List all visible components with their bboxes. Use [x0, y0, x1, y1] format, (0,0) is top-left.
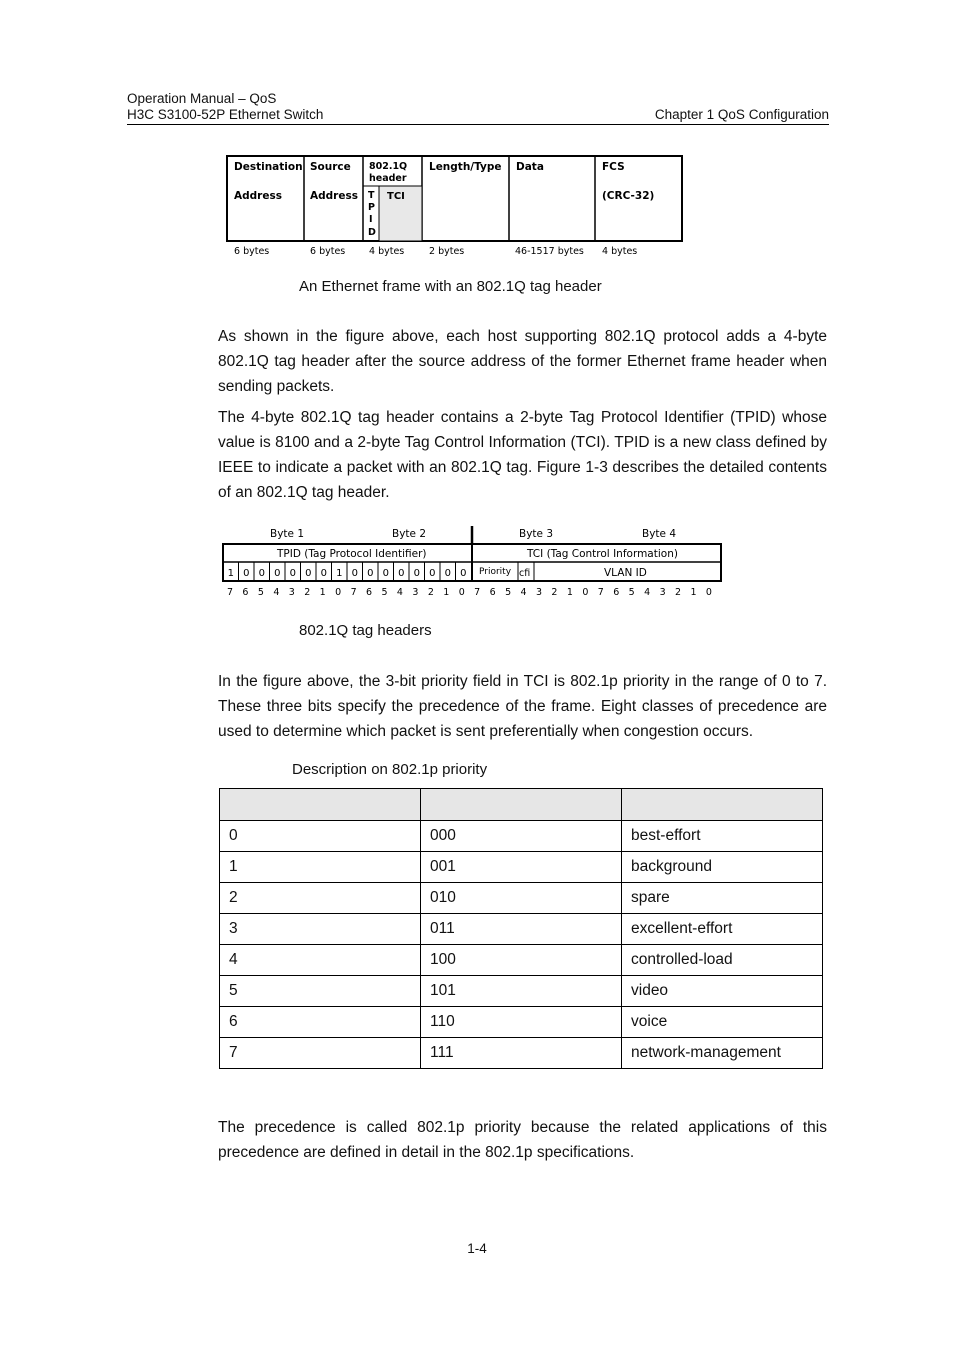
table-cell-binary: 010	[421, 883, 622, 914]
priority-table	[219, 788, 823, 1069]
figure1-caption: An Ethernet frame with an 802.1Q tag header	[299, 278, 602, 295]
table-body	[220, 821, 823, 1069]
vlan-id-label: VLAN ID	[604, 567, 647, 579]
priority-label: Priority	[479, 567, 512, 577]
tpid-label: TPID (Tag Protocol Identifier)	[277, 548, 427, 560]
table-cell-binary: 011	[421, 914, 622, 945]
tpid-bit-cells	[228, 562, 467, 581]
field-size: 4 bytes	[602, 246, 638, 257]
tci-label: TCI (Tag Control Information)	[527, 548, 678, 560]
bit-number: 2	[427, 587, 434, 598]
tpid-bit: 1	[336, 568, 343, 579]
header-manual-title	[127, 91, 323, 123]
table-cell-decimal: 4	[220, 945, 421, 976]
tpid-letter: P	[368, 202, 375, 213]
table-cell-decimal: 6	[220, 1007, 421, 1038]
header-chapter: Chapter 1 QoS Configuration	[654, 107, 829, 122]
field-destination-sub: Address	[234, 190, 282, 202]
bit-number: 5	[381, 587, 388, 598]
bit-number: 6	[366, 587, 373, 598]
tpid-bit: 0	[367, 568, 374, 579]
bit-number: 0	[458, 587, 465, 598]
figure2-caption: 802.1Q tag headers	[299, 622, 432, 639]
page-number: 1-4	[467, 1241, 487, 1256]
tpid-bit: 0	[398, 568, 405, 579]
table-cell-decimal: 3	[220, 914, 421, 945]
field-destination: Destination	[234, 161, 303, 173]
tpid-bit: 0	[382, 568, 389, 579]
table-row	[220, 976, 823, 1007]
table-cell-decimal: 1	[220, 852, 421, 883]
table-cell-binary: 001	[421, 852, 622, 883]
bit-number: 7	[350, 587, 357, 598]
bit-number: 0	[582, 587, 589, 598]
bit-number-row	[227, 587, 712, 598]
table-cell-desc: voice	[622, 1007, 823, 1038]
header-rule	[127, 124, 829, 125]
tpid-bit: 0	[243, 568, 250, 579]
field-8021q: 802.1Q	[369, 161, 408, 172]
tpid-bit: 0	[320, 568, 327, 579]
bit-number: 3	[412, 587, 419, 598]
ethernet-frame-figure	[222, 152, 692, 260]
tpid-bit: 0	[444, 568, 451, 579]
bit-number: 2	[675, 587, 682, 598]
tag-header-figure	[218, 522, 728, 602]
bit-number: 5	[628, 587, 635, 598]
table-cell-binary: 101	[421, 976, 622, 1007]
field-size: 2 bytes	[429, 246, 465, 257]
table-caption: Description on 802.1p priority	[292, 761, 488, 778]
table-header-row	[220, 789, 823, 821]
bit-number: 3	[659, 587, 666, 598]
field-source-sub: Address	[310, 190, 358, 202]
bit-number: 3	[288, 587, 295, 598]
paragraph-1: As shown in the figure above, each host supporting 802.1Q protocol adds a 4-byte 802.1Q tag header after the source address of the former Ethernet frame header when sending packets.	[218, 328, 827, 395]
tci-label: TCI	[387, 191, 405, 202]
paragraph-4: The precedence is called 802.1p priority because the related applications of this precedence are defined in detail in the 802.1p specifications.	[218, 1119, 827, 1161]
table-row	[220, 1007, 823, 1038]
bit-number: 4	[644, 587, 651, 598]
bit-number: 1	[443, 587, 450, 598]
table-cell-desc: video	[622, 976, 823, 1007]
bit-number: 6	[242, 587, 249, 598]
header-line1: Operation Manual – QoS	[127, 91, 277, 106]
field-8021q-sub: header	[369, 173, 407, 184]
byte-label: Byte 1	[270, 528, 305, 540]
table-header-cell	[421, 789, 622, 821]
table-cell-decimal: 5	[220, 976, 421, 1007]
table-cell-binary: 110	[421, 1007, 622, 1038]
header-line2: H3C S3100-52P Ethernet Switch	[127, 107, 324, 122]
table-row	[220, 821, 823, 852]
field-fcs-sub: (CRC-32)	[602, 190, 655, 202]
table-cell-binary: 000	[421, 821, 622, 852]
table-row	[220, 914, 823, 945]
table-cell-desc: excellent-effort	[622, 914, 823, 945]
bit-number: 5	[257, 587, 264, 598]
table-row	[220, 1038, 823, 1069]
table-cell-desc: controlled-load	[622, 945, 823, 976]
bit-number: 1	[319, 587, 326, 598]
bit-number: 4	[520, 587, 527, 598]
bit-number: 7	[226, 587, 234, 598]
tpid-bit: 1	[227, 568, 234, 579]
field-data: Data	[516, 161, 544, 173]
bit-number: 2	[304, 587, 311, 598]
tpid-bit: 0	[413, 568, 420, 579]
table-cell-desc: background	[622, 852, 823, 883]
tpid-letter: D	[368, 227, 376, 238]
paragraph-3: In the figure above, the 3-bit priority field in TCI is 802.1p priority in the range of 0 to 7. These three bits specify the precedence of the frame. Eight classes of precedence are used to determine which packet is sent preferentially when congestion occurs.	[218, 673, 827, 740]
field-size: 46-1517 bytes	[515, 246, 584, 257]
bit-number: 7	[474, 587, 481, 598]
bit-number: 4	[396, 587, 403, 598]
table-row	[220, 852, 823, 883]
paragraph-2: The 4-byte 802.1Q tag header contains a 2-byte Tag Protocol Identifier (TPID) whose value is 8100 and a 2-byte Tag Control Information (TCI). TPID is a new class defined by IEEE to indicate a packet with an 802.1Q tag. Figure 1-3 describes the detailed contents of an 802.1Q tag header.	[218, 409, 827, 501]
table-cell-desc: spare	[622, 883, 823, 914]
table-cell-desc: best-effort	[622, 821, 823, 852]
bit-number: 0	[335, 587, 342, 598]
table-cell-decimal: 0	[220, 821, 421, 852]
field-size: 6 bytes	[234, 246, 270, 257]
bit-number: 7	[597, 587, 604, 598]
table-cell-decimal: 2	[220, 883, 421, 914]
tpid-bit: 0	[460, 568, 467, 579]
bit-number: 5	[505, 587, 512, 598]
byte-label: Byte 3	[519, 528, 554, 540]
bit-number: 1	[566, 587, 573, 598]
bit-number: 4	[273, 587, 280, 598]
table-cell-desc: network-management	[622, 1038, 823, 1069]
tpid-bit: 0	[305, 568, 312, 579]
bit-number: 0	[705, 587, 712, 598]
table-cell-decimal: 7	[220, 1038, 421, 1069]
byte-label: Byte 4	[642, 528, 677, 540]
tpid-bit: 0	[258, 568, 265, 579]
bit-number: 3	[535, 587, 543, 598]
tpid-bit: 0	[351, 568, 358, 579]
table-row	[220, 883, 823, 914]
bit-number: 1	[690, 587, 697, 598]
table-header-cell	[220, 789, 421, 821]
table-header-cell	[622, 789, 823, 821]
tpid-bit: 0	[274, 568, 281, 579]
field-size: 6 bytes	[310, 246, 346, 257]
bit-number: 6	[489, 587, 496, 598]
field-fcs: FCS	[602, 161, 625, 173]
tpid-letter: I	[369, 214, 373, 225]
bit-number: 2	[551, 587, 558, 598]
bit-number: 6	[613, 587, 620, 598]
tpid-bit: 0	[429, 568, 436, 579]
field-length-type: Length/Type	[429, 161, 502, 173]
table-row	[220, 945, 823, 976]
field-source: Source	[310, 161, 351, 173]
table-cell-binary: 111	[421, 1038, 622, 1069]
tpid-bit: 0	[289, 568, 296, 579]
field-size: 4 bytes	[369, 246, 405, 257]
table-cell-binary: 100	[421, 945, 622, 976]
byte-label: Byte 2	[392, 528, 427, 540]
tpid-letter: T	[368, 190, 375, 201]
cfi-label: cfi	[519, 568, 531, 579]
